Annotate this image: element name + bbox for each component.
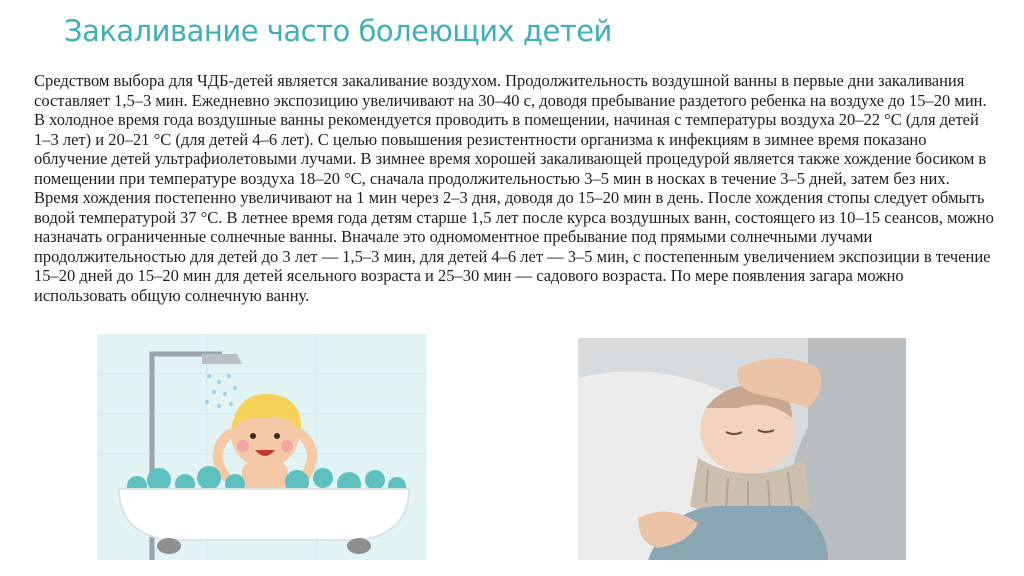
slide-title: Закаливание часто болеющих детей (64, 14, 612, 48)
bath-illustration-svg (97, 334, 427, 560)
sick-child-photo-svg (578, 338, 906, 560)
bath-illustration (97, 334, 427, 560)
body-text: Средством выбора для ЧДБ-детей является закаливание воздухом. Продолжительность воздушной ванны в первые дни закаливания составляет 1,5–3 мин. Ежедневно экспозицию увеличивают на 30–40 с, доводя пребывание раздетого ребенка на воздухе до 15–20 мин. В холодное время года воздушные ванны рекомендуется проводить в помещении, начиная с температуры воздуха 20–22 °С (для детей 1–3 лет) и 20–21 °С (для детей 4–6 лет). С целью повышения резистентности организма к инфекциям в зимнее время показано облучение детей ультрафиолетовыми лучами. В зимнее время хорошей закаливающей процедурой является также хождение босиком в помещении при температуре воздуха 18–20 °С, сначала продолжительностью 3–5 мин в носках в течение 3–5 дней, затем без них. Время хождения постепенно увеличивают на 1 мин через 2–3 дня, доводя до 15–20 мин в день. После хождения стопы следует обмыть водой температурой 37 °С. В летнее время года детям старше 1,5 лет после курса воздушных ванн, состоящего из 10–15 сеансов, можно назначать ограниченные солнечные ванны. Вначале это одномоментное пребывание под прямыми солнечными лучами продолжительностью для детей до 3 лет — 1,5–3 мин, для детей 4–6 лет — 3–5 мин, с постепенным увеличением экспозиции в течение 15–20 дней до 15–20 мин для детей ясельного возраста и 25–30 мин — садового возраста. По мере появления загара можно использовать общую солнечную ванну. (34, 71, 994, 305)
sick-child-photo (578, 338, 906, 560)
